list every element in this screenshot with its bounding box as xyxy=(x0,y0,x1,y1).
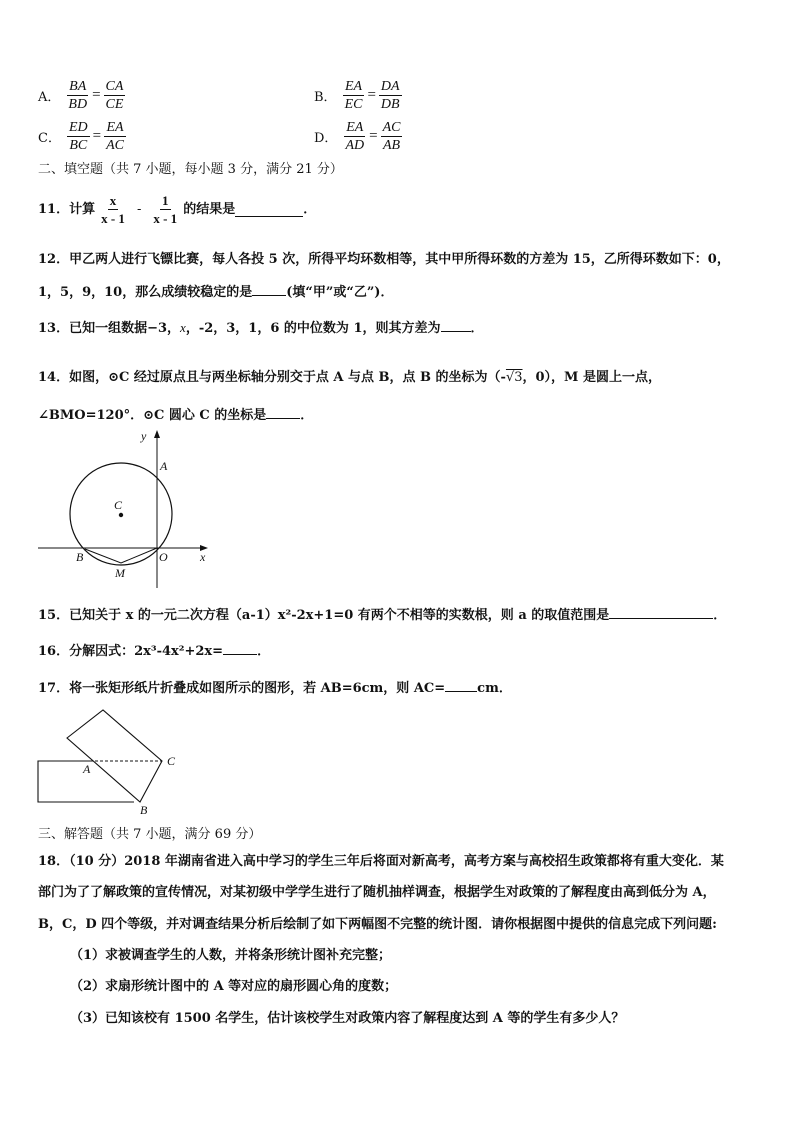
equals-sign: = xyxy=(92,87,101,103)
question-17-text: 17．将一张矩形纸片折叠成如图所示的图形，若 AB=6cm，则 AC= xyxy=(38,681,446,696)
question-17-unit: cm． xyxy=(477,681,512,696)
period: ． xyxy=(257,644,271,659)
sqrt-three: √3 xyxy=(505,370,523,385)
label-a: A xyxy=(83,762,91,776)
label-c: C xyxy=(114,498,123,512)
question-18-sub1: （1）求被调查学生的人数，并将条形统计图补充完整； xyxy=(70,948,392,963)
question-14-text: ∠BMO=120°．⊙C 圆心 C 的坐标是 xyxy=(38,408,267,423)
label-y: y xyxy=(141,429,147,443)
question-15 xyxy=(38,604,726,625)
question-12-line1: 12．甲乙两人进行飞镖比赛，每人各投 5 次，所得平均环数相等，其中甲所得环数的方差为 15，乙所得环数如下：0， xyxy=(38,252,730,267)
question-11-suffix: 的结果是 xyxy=(183,201,236,217)
question-16-text: 16．分解因式：2x³-4x²+2x= xyxy=(38,644,224,659)
fraction: $\frac{EA}{EC}$ xyxy=(344,79,363,112)
answer-blank xyxy=(252,281,286,296)
section-heading-solve: 三、解答题（共 7 小题，满分 69 分） xyxy=(38,827,262,842)
chord-bmo xyxy=(85,548,157,563)
fraction: $\frac{ED}{BC}$ xyxy=(68,120,88,153)
question-11 xyxy=(38,192,316,227)
question-18-sub2: （2）求扇形统计图中的 A 等对应的扇形圆心角的度数； xyxy=(70,979,398,994)
label-a: A xyxy=(160,459,168,473)
fraction: $\frac{1}{x - 1}$ xyxy=(153,193,178,226)
label-o: O xyxy=(159,550,168,564)
option-label: A． xyxy=(38,90,61,105)
question-12-hint: (填“甲”或“乙”)． xyxy=(286,285,394,300)
label-x: x xyxy=(200,550,206,564)
question-12-line2 xyxy=(38,281,393,302)
option-label: C． xyxy=(38,131,61,146)
answer-blank xyxy=(235,202,303,217)
minus-sign: - xyxy=(136,201,142,217)
answer-blank xyxy=(441,317,471,332)
question-12-text: 1，5，9，10，那么成绩较稳定的是 xyxy=(38,285,253,300)
label-b: B xyxy=(140,803,148,817)
period: ． xyxy=(470,321,484,336)
question-14-text: 14．如图，⊙C 经过原点且与两坐标轴分别交于点 A 与点 B，点 B 的坐标为（- xyxy=(38,370,506,385)
question-11-prefix: 11．计算 xyxy=(38,201,96,217)
fraction: $\frac{EA}{AC}$ xyxy=(106,120,124,153)
question-18-line1: 18．（10 分）2018 年湖南省进入高中学习的学生三年后将面对新高考，高考方案与高校招生政策都将有重大变化．某 xyxy=(38,854,724,869)
question-13-text: 13．已知一组数据−3， xyxy=(38,321,181,336)
question-15-text: 15．已知关于 x 的一元二次方程（a-1）x²-2x+1=0 有两个不相等的实数根，则 a 的取值范围是 xyxy=(38,608,610,623)
fraction: $\frac{DA}{DB}$ xyxy=(380,79,400,112)
label-c: C xyxy=(167,754,176,768)
option-c xyxy=(38,119,126,154)
option-a xyxy=(38,78,125,113)
fraction: $\frac{BA}{BD}$ xyxy=(68,79,88,112)
folded-paper-figure xyxy=(34,706,194,818)
fraction: $\frac{x}{x - 1}$ xyxy=(101,193,125,226)
question-13 xyxy=(38,317,484,338)
period: ． xyxy=(300,408,314,423)
answer-blank xyxy=(223,640,257,655)
fraction: $\frac{AC}{AB}$ xyxy=(382,120,401,153)
circle-coordinate-figure xyxy=(36,426,216,594)
question-14-line1 xyxy=(38,369,661,387)
question-18-line2: 部门为了了解政策的宣传情况，对某初级中学学生进行了随机抽样调查，根据学生对政策的了解程度由高到低分为 A， xyxy=(38,885,716,900)
option-label: D． xyxy=(314,131,338,146)
question-18-line3: B，C，D 四个等级，并对调查结果分析后绘制了如下两幅图不完整的统计图．请你根据图中提供的信息完成下列问题: xyxy=(38,917,717,932)
y-axis-arrow xyxy=(154,430,160,438)
fraction: $\frac{EA}{AD}$ xyxy=(345,120,365,153)
option-label: B． xyxy=(314,90,337,105)
fraction: $\frac{CA}{CE}$ xyxy=(105,79,124,112)
option-d xyxy=(314,119,402,154)
variable-x: x xyxy=(180,320,186,335)
section-heading-fill-in: 二、填空题（共 7 小题，每小题 3 分，满分 21 分） xyxy=(38,162,343,177)
question-13-text: ，-2，3，1，6 的中位数为 1，则其方差为 xyxy=(185,321,441,336)
label-b: B xyxy=(76,550,84,564)
center-point xyxy=(119,513,123,517)
equals-sign: = xyxy=(367,87,376,103)
answer-blank xyxy=(609,604,713,619)
equals-sign: = xyxy=(369,128,378,144)
question-14-line2 xyxy=(38,404,313,425)
question-18-sub3: （3）已知该校有 1500 名学生，估计该校学生对政策内容了解程度达到 A 等的学生有多少人？ xyxy=(70,1011,625,1026)
label-m: M xyxy=(115,566,125,580)
option-b xyxy=(314,78,402,113)
question-17 xyxy=(38,677,512,698)
answer-blank xyxy=(266,404,300,419)
question-16 xyxy=(38,640,270,661)
period: ． xyxy=(713,608,727,623)
equals-sign: = xyxy=(92,128,102,144)
period: ． xyxy=(303,201,317,217)
question-14-text: ，0），M 是圆上一点， xyxy=(522,370,661,385)
answer-blank xyxy=(445,677,477,692)
folded-flap xyxy=(67,710,162,802)
